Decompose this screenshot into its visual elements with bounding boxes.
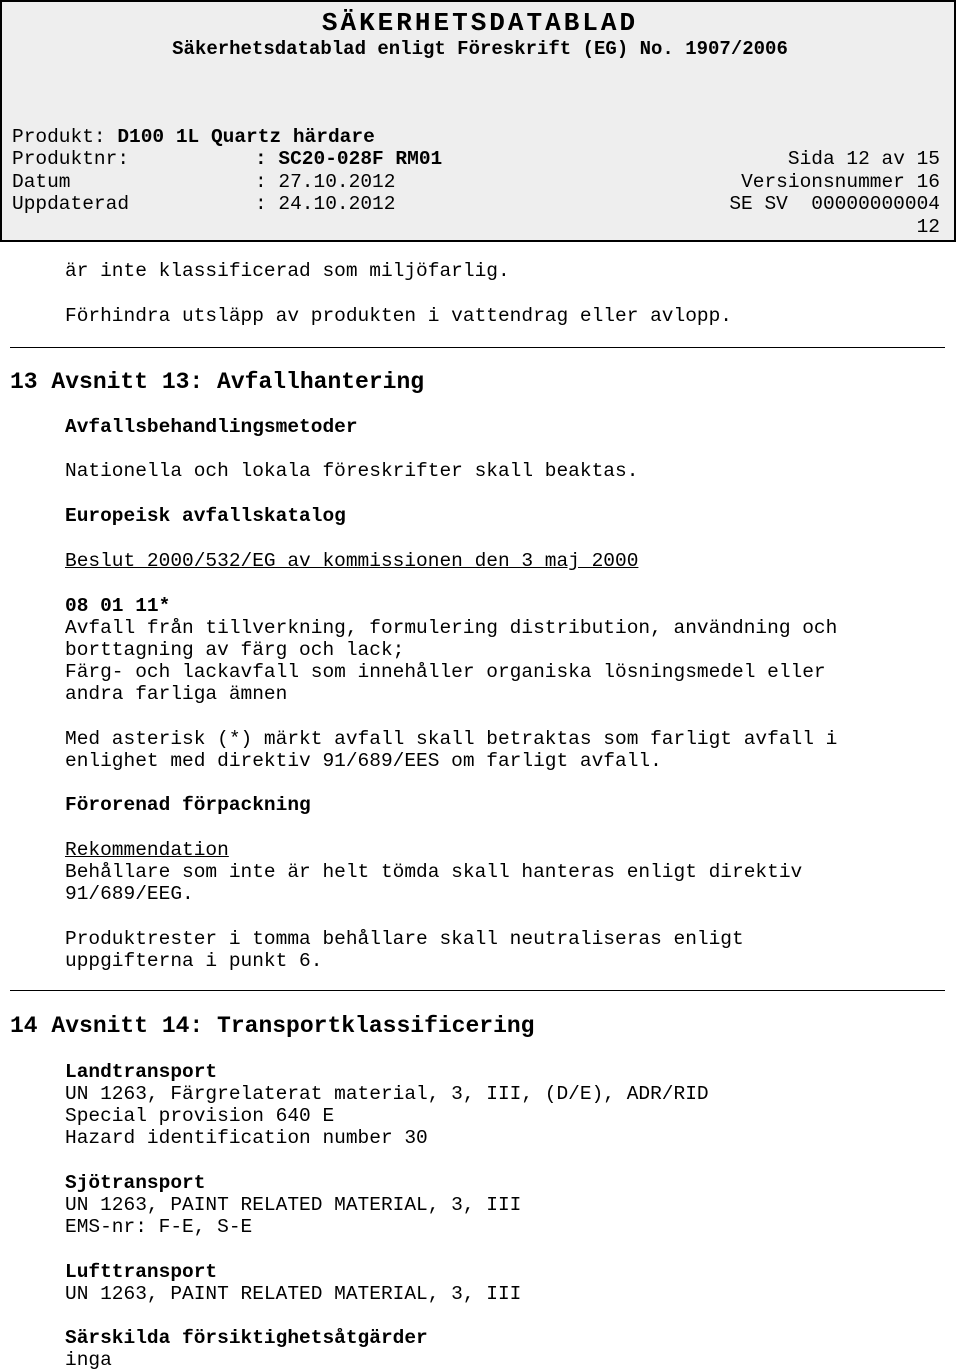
recommendation-line: 91/689/EEG. bbox=[65, 883, 194, 905]
productnr-value: : SC20-028F RM01 bbox=[255, 148, 443, 170]
recommendation-line: Behållare som inte är helt tömda skall hanteras enligt direktiv bbox=[65, 861, 803, 883]
methods-text: Nationella och lokala föreskrifter skall beaktas. bbox=[65, 460, 639, 482]
code-line: Avfall från tillverkning, formulering distribution, användning och bbox=[65, 617, 838, 639]
methods-heading: Avfallsbehandlingsmetoder bbox=[65, 416, 358, 438]
product-name: D100 1L Quartz härdare bbox=[117, 126, 375, 148]
land-line: Hazard identification number 30 bbox=[65, 1127, 428, 1149]
datum-row bbox=[12, 171, 396, 193]
section14-title: 14 Avsnitt 14: Transportklassificering bbox=[10, 1013, 535, 1039]
sea-heading: Sjötransport bbox=[65, 1172, 206, 1194]
version-number: Versionsnummer 16 bbox=[741, 171, 940, 193]
code-line: andra farliga ämnen bbox=[65, 683, 288, 705]
section-divider bbox=[10, 347, 945, 348]
productnr-label: Produktnr: bbox=[12, 148, 130, 170]
section-divider bbox=[10, 990, 945, 991]
document-title: SÄKERHETSDATABLAD bbox=[321, 8, 639, 38]
datum-value: : 27.10.2012 bbox=[255, 171, 396, 193]
page-number: Sida 12 av 15 bbox=[787, 148, 940, 170]
sea-line: UN 1263, PAINT RELATED MATERIAL, 3, III bbox=[65, 1194, 522, 1216]
uppdaterad-row bbox=[12, 193, 396, 215]
extra-number: 12 bbox=[916, 216, 940, 238]
uppdaterad-value: : 24.10.2012 bbox=[255, 193, 396, 215]
productnr-row bbox=[12, 148, 443, 170]
uppdaterad-label: Uppdaterad bbox=[12, 193, 130, 215]
catalog-heading: Europeisk avfallskatalog bbox=[65, 505, 346, 527]
land-line: UN 1263, Färgrelaterat material, 3, III, (D/E), ADR/RID bbox=[65, 1083, 709, 1105]
document-subtitle: Säkerhetsdatablad enligt Föreskrift (EG) No. 1907/2006 bbox=[172, 38, 788, 60]
packaging-heading: Förorenad förpackning bbox=[65, 794, 311, 816]
section13-title: 13 Avsnitt 13: Avfallhantering bbox=[10, 369, 425, 395]
air-line: UN 1263, PAINT RELATED MATERIAL, 3, III bbox=[65, 1283, 522, 1305]
locale-code: SE SV 00000000004 bbox=[729, 193, 940, 215]
product-label: Produkt: bbox=[12, 126, 118, 148]
special-text: inga bbox=[65, 1349, 112, 1371]
residue-line: Produktrester i tomma behållare skall neutraliseras enligt bbox=[65, 928, 744, 950]
asterisk-line: enlighet med direktiv 91/689/EES om farligt avfall. bbox=[65, 750, 662, 772]
special-heading: Särskilda försiktighetsåtgärder bbox=[65, 1327, 428, 1349]
code-line: borttagning av färg och lack; bbox=[65, 639, 405, 661]
decision-text: Beslut 2000/532/EG av kommissionen den 3 maj 2000 bbox=[65, 550, 639, 572]
code-line: Färg- och lackavfall som innehåller organiska lösningsmedel eller bbox=[65, 661, 826, 683]
document-header bbox=[0, 0, 956, 242]
datum-label: Datum bbox=[12, 171, 71, 193]
product-row bbox=[12, 126, 375, 148]
sea-line: EMS-nr: F-E, S-E bbox=[65, 1216, 253, 1238]
land-line: Special provision 640 E bbox=[65, 1105, 335, 1127]
section12-line-1: är inte klassificerad som miljöfarlig. bbox=[65, 260, 510, 282]
section12-line-2: Förhindra utsläpp av produkten i vattendrag eller avlopp. bbox=[65, 305, 733, 327]
air-heading: Lufttransport bbox=[65, 1261, 218, 1283]
recommendation-label: Rekommendation bbox=[65, 839, 229, 861]
land-heading: Landtransport bbox=[65, 1061, 218, 1083]
asterisk-line: Med asterisk (*) märkt avfall skall betraktas som farligt avfall i bbox=[65, 728, 838, 750]
waste-code: 08 01 11* bbox=[65, 595, 171, 617]
residue-line: uppgifterna i punkt 6. bbox=[65, 950, 323, 972]
